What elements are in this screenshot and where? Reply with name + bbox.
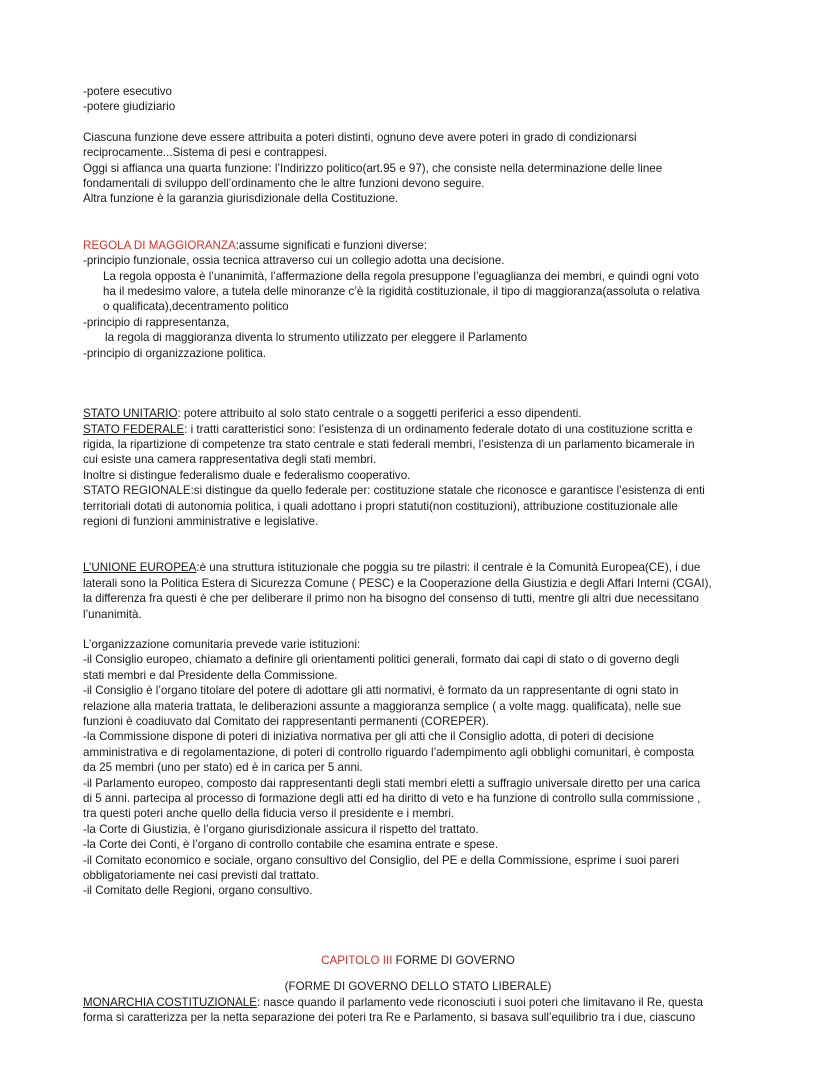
text-line xyxy=(83,422,753,437)
text-line: amministrativa e di regolamentazione, di poteri di controllo riguardo l’adempimento agli obblighi comunitari, è composta xyxy=(83,745,694,759)
text-line: Oggi si affianca una quarta funzione: l’Indirizzo politico(art.95 e 97), che consiste nella determinazione delle linee xyxy=(83,161,663,175)
text-line: stati membri e dal Presidente della Commissione. xyxy=(83,668,338,682)
text-line: -potere esecutivo xyxy=(83,85,172,98)
chapter-number: CAPITOLO III xyxy=(321,953,393,967)
text-line: fondamentali di sviluppo dell’ordinamento che le altre funzioni devono seguire. xyxy=(83,177,485,191)
section-istituzioni xyxy=(83,637,753,899)
underlined-heading: STATO UNITARIO xyxy=(83,407,178,421)
text-line: -il Comitato delle Regioni, organo consultivo. xyxy=(83,884,313,898)
text-line: ha il medesimo valore, a tutela delle minoranze c’è la rigidità costituzionale, il tipo di maggioranza(assoluta o relativa xyxy=(103,285,700,299)
section-capitolo xyxy=(83,953,753,1026)
text-line: da 25 membri (uno per stato) ed è in carica per 5 anni. xyxy=(83,761,363,775)
text-line: -la Corte dei Conti, è l’organo di controllo contabile che esamina entrate e spese. xyxy=(83,838,499,852)
text-line: -la Commissione dispone di poteri di iniziativa normativa per gli atti che il Consiglio adotta, di poteri di decisione xyxy=(83,730,654,744)
text-line: -principio di rappresentanza, xyxy=(83,315,230,329)
text-line: cui esiste una camera rappresentativa degli stati membri. xyxy=(83,453,377,467)
chapter-name: FORME DI GOVERNO xyxy=(392,953,515,967)
underlined-heading: L’UNIONE EUROPEA xyxy=(83,561,197,575)
text-span: : nasce quando il parlamento vede riconosciuti i suoi poteri che limitavano il Re, questa xyxy=(256,995,703,1009)
text-span: :è una struttura istituzionale che poggia su tre pilastri: il centrale è la Comunità Europea(CE), i due xyxy=(196,561,701,575)
text-line: forma si caratterizza per la netta separazione dei poteri tra Re e Parlamento, si basava sull’equilibrio tra i due, ciascuno xyxy=(83,1011,696,1025)
text-line xyxy=(83,560,753,575)
text-line xyxy=(83,406,753,421)
text-line: obbligatoriamente nei casi previsti dal trattato. xyxy=(83,869,319,883)
text-line: -la Corte di Giustizia, è l’organo giurisdizionale assicura il rispetto del trattato. xyxy=(83,822,479,836)
text-line: l’unanimità. xyxy=(83,607,142,621)
text-line: laterali sono la Politica Estera di Sicurezza Comune ( PESC) e la Cooperazione della Giustizia e degli Affari Interni (CGAI), xyxy=(83,576,712,590)
text-line: tra questi poteri anche quello della fiducia verso il presidente e i membri. xyxy=(83,807,455,821)
text-line: L’organizzazione comunitaria prevede varie istituzioni: xyxy=(83,637,361,651)
text-line: territoriali dotati di autonomia politica, i quali adottano i propri statuti(non costituzioni), attribuzione costituzionale alle xyxy=(83,499,678,513)
heading-red-text: REGOLA DI MAGGIORANZA xyxy=(83,238,236,252)
text-line: regioni di funzioni amministrative e legislative. xyxy=(83,514,319,528)
paragraph-funzioni xyxy=(83,130,753,207)
text-line: Ciascuna funzione deve essere attribuita a poteri distinti, ognuno deve avere poteri in grado di condizionarsi xyxy=(83,130,637,144)
section-stati xyxy=(83,406,753,529)
text-span: : potere attribuito al solo stato centrale o a soggetti periferici a esso dipendenti. xyxy=(177,407,582,421)
text-line: -principio funzionale, ossia tecnica attraverso cui un collegio adotta una decisione. xyxy=(83,254,505,268)
text-line: rigida, la ripartizione di competenze tra stato centrale e stati federali membri, l’esistenza di un parlamento bicamerale in xyxy=(83,437,695,451)
text-line: La regola opposta è l’unanimità, l’affermazione della regola presuppone l’eguaglianza dei membri, e quindi ogni voto xyxy=(103,269,699,283)
text-span: : i tratti caratteristici sono: l’esistenza di un ordinamento federale dotato di una costituzione scritta e xyxy=(184,422,693,436)
section-unione-europea xyxy=(83,560,753,622)
section-maggioranza xyxy=(83,238,753,361)
text-line: Altra funzione è la garanzia giurisdizionale della Costituzione. xyxy=(83,192,399,206)
text-line: -principio di organizzazione politica. xyxy=(83,346,267,360)
text-line: o qualificata),decentramento politico xyxy=(103,300,289,314)
text-line: -il Consiglio europeo, chiamato a definire gli orientamenti politici generali, formato dai capi di stato o di governo degli xyxy=(83,653,680,667)
text-line: -potere giudiziario xyxy=(83,100,176,114)
text-line: -il Consiglio è l’organo titolare del potere di adottare gli atti normativi, è formato da un rappresentante di ogni stato in xyxy=(83,684,679,698)
text-line: Inoltre si distingue federalismo duale e federalismo cooperativo. xyxy=(83,468,411,482)
section-heading xyxy=(83,238,753,253)
chapter-title xyxy=(83,953,753,968)
heading-rest: :assume significati e funzioni diverse: xyxy=(235,238,428,252)
text-line: relazione alla materia trattata, le deliberazioni assunte a maggioranza semplice ( a volte magg. qualificata), nelle sue xyxy=(83,699,682,713)
text-line: la regola di maggioranza diventa lo strumento utilizzato per eleggere il Parlamento xyxy=(105,331,528,345)
text-line: -il Comitato economico e sociale, organo consultivo del Consiglio, del PE e della Commissione, esprime i suoi pareri xyxy=(83,853,680,867)
text-line: la differenza fra questi è che per deliberare il primo non ha bisogno del consenso di tutti, mentre gli altri due necessitano xyxy=(83,592,699,606)
document-page xyxy=(83,84,753,1026)
text-line xyxy=(83,995,753,1010)
underlined-heading: MONARCHIA COSTITUZIONALE xyxy=(83,995,257,1009)
text-line: funzioni è coadiuvato dal Comitato dei rappresentanti permanenti (COREPER). xyxy=(83,715,489,728)
text-line: -il Parlamento europeo, composto dai rappresentanti degli stati membri eletti a suffragio universale diretto per una carica xyxy=(83,776,701,790)
text-line: di 5 anni. partecipa al processo di formazione degli atti ed ha diritto di veto e ha funzione di controllo sulla commissione , xyxy=(83,792,701,806)
text-line: reciprocamente...Sistema di pesi e contrappesi. xyxy=(83,146,328,160)
underlined-heading: STATO FEDERALE xyxy=(83,422,185,436)
text-line: STATO REGIONALE:si distingue da quello federale per: costituzione statale che riconosce e garantisce l’esistenza di enti xyxy=(83,484,705,498)
chapter-subtitle: (FORME DI GOVERNO DELLO STATO LIBERALE) xyxy=(284,980,552,994)
